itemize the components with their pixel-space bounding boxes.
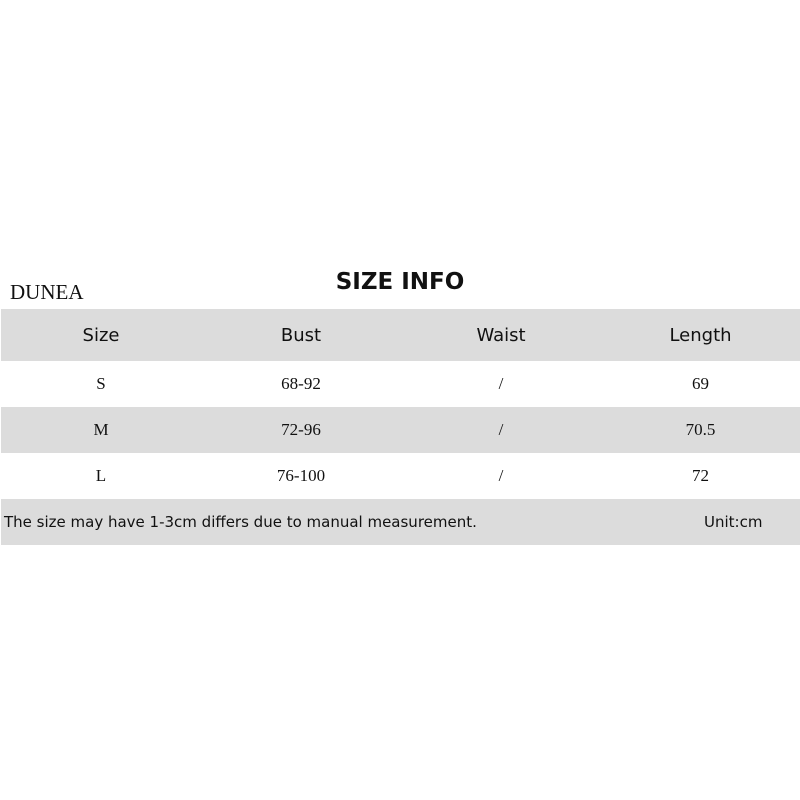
table-header-row bbox=[1, 309, 800, 361]
table-row bbox=[1, 361, 800, 407]
cell-size: S bbox=[96, 374, 106, 393]
cell-size: M bbox=[93, 420, 109, 439]
size-table bbox=[1, 309, 800, 499]
header-length: Length bbox=[669, 324, 732, 346]
brand-name: DUNEA bbox=[10, 280, 84, 304]
unit-label: Unit:cm bbox=[704, 513, 763, 531]
footer-note-row bbox=[1, 499, 800, 545]
header-bust: Bust bbox=[280, 324, 322, 346]
cell-length: 69 bbox=[692, 374, 709, 393]
table-row bbox=[1, 407, 800, 453]
measurement-note: The size may have 1-3cm differs due to manual measurement. bbox=[4, 513, 477, 531]
header-waist: Waist bbox=[476, 324, 526, 346]
cell-waist: / bbox=[498, 374, 504, 393]
cell-waist: / bbox=[498, 466, 504, 485]
cell-length: 72 bbox=[692, 466, 709, 485]
page-title: SIZE INFO bbox=[335, 269, 465, 295]
cell-length: 70.5 bbox=[685, 420, 716, 439]
cell-waist: / bbox=[498, 420, 504, 439]
cell-bust: 68-92 bbox=[281, 374, 321, 393]
header-size: Size bbox=[82, 324, 120, 346]
table-row bbox=[1, 453, 800, 499]
cell-size: L bbox=[95, 466, 107, 485]
cell-bust: 72-96 bbox=[281, 420, 321, 439]
cell-bust: 76-100 bbox=[276, 466, 326, 485]
